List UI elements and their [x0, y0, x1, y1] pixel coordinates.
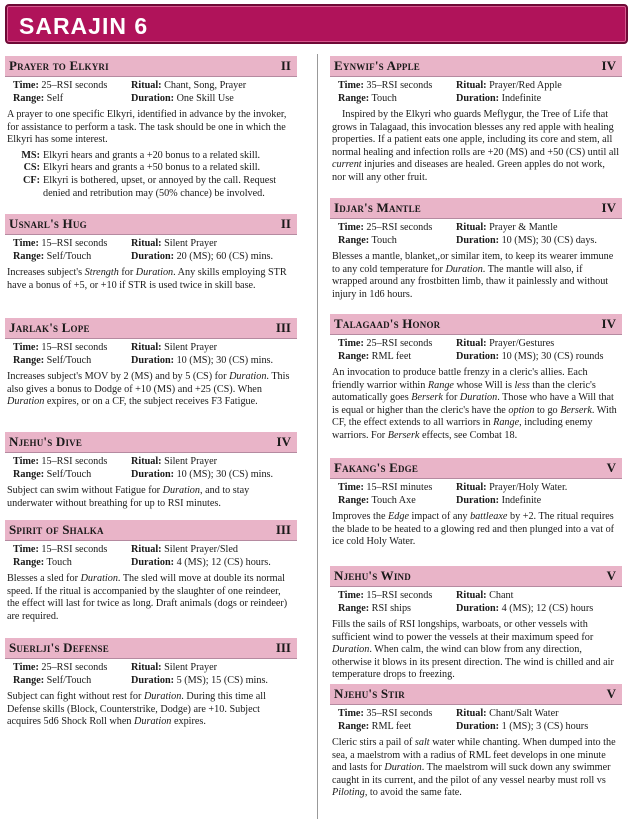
- stat-time: [13, 80, 131, 93]
- spell-header: [330, 314, 622, 335]
- spell-description: Blesses a mantle, blanket,,or similar item, to keep its wearer immune to any cold temperature for Duration. The mantle will also, if wrapped around any frostbitten limb, thaw it painlessly and without injury in 1d6 hours.: [332, 251, 614, 300]
- stat-duration: [131, 675, 301, 688]
- stat-label: Range:: [13, 92, 45, 104]
- spell-header: [5, 56, 297, 77]
- spell-name: Suerlji's Defense: [9, 640, 109, 655]
- spell-block: [5, 432, 297, 510]
- spell-level: IV: [601, 316, 616, 331]
- stat-label: Duration:: [456, 720, 500, 732]
- spell-stats: [330, 77, 622, 105]
- stat-value: 10 (MS); 30 (CS) rounds: [501, 350, 604, 362]
- stat-value: Silent Prayer: [164, 342, 218, 353]
- spell-name: Eynwif's Apple: [334, 58, 421, 73]
- spell-name: Idjar's Mantle: [334, 200, 422, 215]
- stat-value: Self/Touch: [46, 250, 92, 262]
- stat-value: 15–RSI seconds: [41, 544, 108, 555]
- stat-label: Ritual:: [456, 222, 487, 233]
- stat-range: [13, 251, 131, 264]
- stat-time: [338, 80, 456, 93]
- stat-value: Prayer/Holy Water.: [489, 482, 568, 493]
- result-key: CS:: [23, 162, 40, 174]
- stat-duration: [131, 355, 301, 368]
- spell-stats: [330, 219, 622, 247]
- spell-block: [330, 56, 622, 185]
- spell-header: [5, 432, 297, 453]
- stat-label: Ritual:: [456, 338, 487, 349]
- stat-value: 15–RSI minutes: [366, 482, 433, 493]
- spell-header: [5, 638, 297, 659]
- stat-range: [338, 721, 456, 734]
- spell-level: II: [280, 58, 291, 73]
- stat-value: Indefinite: [501, 92, 542, 104]
- stat-range: [13, 675, 131, 688]
- stat-label: Duration:: [131, 250, 175, 262]
- spell-description: Fills the sails of RSI longships, warboats, or other vessels with sufficient wind to power the vessels at their maximum speed for Duration. When calm, the wind can blow from any direction, otherwise it blows in its present direction. The wind is chilled and air temperature drops to freezing.: [332, 619, 614, 681]
- spell-description: Increases subject's MOV by 2 (MS) and by 5 (CS) for Duration. This also gives a bonus to Dodge of +10 (MS) and +25 (CS). When Duration expires, or on a CF, the subject receives F3 Fatigue.: [7, 371, 290, 408]
- spell-level: II: [280, 216, 291, 231]
- spell-block: [5, 638, 297, 729]
- stat-label: Ritual:: [131, 80, 162, 91]
- stat-ritual: [456, 338, 626, 351]
- stat-duration: [456, 351, 626, 364]
- stat-label: Ritual:: [131, 456, 162, 467]
- stat-value: Prayer/Red Apple: [489, 80, 562, 91]
- stat-value: Silent Prayer: [164, 238, 218, 249]
- spell-block: [5, 520, 297, 623]
- stat-value: Self: [46, 92, 64, 104]
- stat-duration: [131, 251, 301, 264]
- stat-value: 10 (MS); 30 (CS) mins.: [176, 354, 274, 366]
- stat-duration: [131, 557, 301, 570]
- stat-value: Chant, Song, Prayer: [164, 80, 247, 91]
- stat-ritual: [131, 238, 301, 251]
- stat-label: Time:: [13, 544, 39, 555]
- stat-label: Duration:: [456, 92, 500, 104]
- spell-level: IV: [601, 200, 616, 215]
- spell-header: [5, 214, 297, 235]
- stat-range: [338, 93, 456, 106]
- result-text: Elkyri hears and grants a +20 bonus to a related skill.: [43, 149, 261, 161]
- stat-time: [13, 456, 131, 469]
- stat-value: RSI ships: [371, 602, 412, 614]
- stat-value: 25–RSI seconds: [41, 662, 108, 673]
- spell-name: Njehu's Dive: [9, 434, 83, 449]
- spell-header: [5, 520, 297, 541]
- spell-block: [330, 684, 622, 800]
- stat-ritual: [456, 80, 626, 93]
- stat-time: [338, 222, 456, 235]
- stat-value: One Skill Use: [176, 92, 234, 104]
- spell-name: Talagaad's Honor: [334, 316, 441, 331]
- stat-value: 10 (MS); 30 (CS) days.: [501, 234, 597, 246]
- spell-header: [330, 56, 622, 77]
- stat-label: Duration:: [131, 92, 175, 104]
- stat-time: [338, 338, 456, 351]
- stat-value: Touch: [371, 234, 397, 246]
- spell-block: [330, 314, 622, 443]
- stat-range: [13, 469, 131, 482]
- page-title: SARAJIN 6: [19, 13, 149, 39]
- stat-label: Time:: [338, 482, 364, 493]
- stat-value: 25–RSI seconds: [366, 222, 433, 233]
- stat-label: Range:: [338, 720, 370, 732]
- stat-value: Indefinite: [501, 494, 542, 506]
- spell-stats: [5, 541, 297, 569]
- stat-value: 15–RSI seconds: [41, 342, 108, 353]
- stat-duration: [456, 495, 626, 508]
- stat-label: Duration:: [456, 494, 500, 506]
- stat-time: [13, 544, 131, 557]
- stat-label: Range:: [13, 354, 45, 366]
- stat-label: Time:: [338, 338, 364, 349]
- stat-label: Ritual:: [131, 544, 162, 555]
- spell-header: [330, 566, 622, 587]
- stat-label: Ritual:: [131, 238, 162, 249]
- spell-results: [5, 147, 297, 200]
- spell-description: Cleric stirs a pail of salt water while chanting. When dumped into the sea, a maelstrom with a radius of RML feet develops in one minute and lasts for Duration. The maelstrom will suck down any swimmer caught in its current, and the pilot of any vessel nearby must roll vs Piloting, to avoid the same fate.: [332, 737, 616, 799]
- stat-value: 20 (MS); 60 (CS) mins.: [176, 250, 274, 262]
- stat-value: Chant: [489, 590, 514, 601]
- column-divider: [317, 54, 318, 819]
- stat-duration: [131, 93, 301, 106]
- stat-time: [13, 662, 131, 675]
- stat-label: Duration:: [131, 674, 175, 686]
- spell-stats: [330, 479, 622, 507]
- stat-value: 35–RSI seconds: [366, 708, 433, 719]
- stat-label: Duration:: [131, 468, 175, 480]
- result-key: MS:: [21, 149, 40, 161]
- result-key: CF:: [23, 174, 40, 186]
- stat-label: Range:: [338, 494, 370, 506]
- spell-stats: [330, 587, 622, 615]
- stat-range: [13, 557, 131, 570]
- stat-ritual: [456, 708, 626, 721]
- stat-value: Prayer/Gestures: [489, 338, 555, 349]
- stat-range: [338, 495, 456, 508]
- spell-name: Fakang's Edge: [334, 460, 419, 475]
- spell-header: [330, 684, 622, 705]
- spell-name: Njehu's Wind: [334, 568, 411, 583]
- spell-stats: [5, 453, 297, 481]
- stat-label: Time:: [338, 80, 364, 91]
- stat-label: Time:: [13, 456, 39, 467]
- stat-label: Ritual:: [456, 482, 487, 493]
- spell-name: Usnarl's Hug: [9, 216, 87, 231]
- stat-value: 35–RSI seconds: [366, 80, 433, 91]
- spell-header: [330, 458, 622, 479]
- spell-level: IV: [276, 434, 291, 449]
- stat-ritual: [131, 80, 301, 93]
- spell-description: Improves the Edge impact of any battleaxe by +2. The ritual requires the blade to be heated to a glowing red and then plunged into a vat of ice cold Holy Water.: [332, 511, 615, 548]
- stat-label: Time:: [338, 222, 364, 233]
- stat-value: Prayer & Mantle: [489, 222, 558, 233]
- stat-value: Silent Prayer: [164, 456, 218, 467]
- stat-value: Silent Prayer/Sled: [164, 544, 238, 555]
- result-text: Elkyri is bothered, upset, or annoyed by the call. Request denied and retribution may (50% chance) be involved.: [43, 174, 277, 199]
- stat-label: Duration:: [131, 556, 175, 568]
- stat-value: 4 (MS); 12 (CS) hours.: [176, 556, 271, 568]
- spell-description: Subject can fight without rest for Duration. During this time all Defense skills (Block, Counterstrike, Dodge) are +10. Subject acquires 5d6 Shock Roll when Duration expires.: [7, 691, 266, 728]
- spell-header: [5, 318, 297, 339]
- spell-level: IV: [601, 58, 616, 73]
- stat-label: Ritual:: [456, 80, 487, 91]
- spell-name: Njehu's Stir: [334, 686, 405, 701]
- stat-duration: [456, 603, 626, 616]
- spell-level: III: [275, 522, 291, 537]
- stat-time: [338, 590, 456, 603]
- stat-value: Chant/Salt Water: [489, 708, 559, 719]
- stat-label: Ritual:: [456, 708, 487, 719]
- spell-level: V: [606, 568, 616, 583]
- stat-label: Range:: [338, 602, 370, 614]
- stat-label: Range:: [338, 350, 370, 362]
- stat-label: Ritual:: [456, 590, 487, 601]
- spell-level: V: [606, 686, 616, 701]
- stat-label: Range:: [13, 674, 45, 686]
- stat-value: 10 (MS); 30 (CS) mins.: [176, 468, 274, 480]
- spell-name: Spirit of Shalka: [9, 522, 104, 537]
- spell-description: Blesses a sled for Duration. The sled will move at double its normal speed. If the ritual is accompanied by the slaughter of one reindeer, the effect will last for twice as long. Draft animals (dogs or reindeer) are required.: [7, 573, 288, 622]
- stat-label: Time:: [13, 342, 39, 353]
- stat-value: Touch: [371, 92, 397, 104]
- stat-value: 4 (MS); 12 (CS) hours: [501, 602, 594, 614]
- stat-label: Range:: [338, 234, 370, 246]
- stat-label: Time:: [338, 708, 364, 719]
- spell-stats: [5, 339, 297, 367]
- spell-stats: [5, 77, 297, 105]
- stat-duration: [456, 93, 626, 106]
- stat-value: RML feet: [371, 720, 412, 732]
- stat-range: [13, 355, 131, 368]
- spell-description: Subject can swim without Fatigue for Duration, and to stay underwater without breathing for up to RSI minutes.: [7, 485, 250, 509]
- page-title-banner: [5, 4, 628, 44]
- stat-ritual: [131, 544, 301, 557]
- spell-block: [5, 318, 297, 409]
- stat-value: 5 (MS); 15 (CS) mins.: [176, 674, 268, 686]
- stat-time: [13, 238, 131, 251]
- stat-label: Time:: [13, 238, 39, 249]
- spell-description: Increases subject's Strength for Duration. Any skills employing STR have a bonus of +5, or +10 if STR is used twice in skill base.: [7, 267, 287, 291]
- spell-block: [330, 458, 622, 549]
- stat-ritual: [456, 482, 626, 495]
- result-row: [19, 162, 297, 175]
- stat-range: [338, 603, 456, 616]
- stat-value: RML feet: [371, 350, 412, 362]
- stat-label: Time:: [338, 590, 364, 601]
- stat-label: Time:: [13, 80, 39, 91]
- stat-value: Self/Touch: [46, 674, 92, 686]
- spell-description: Inspired by the Elkyri who guards Meflygur, the Tree of Life that grows in Talagaad, this invocation blesses any red apple with healing properties. If a patient eats one apple, including its core and stem, all normal healing and infection rolls are +20 (MS) and +50 (CS) until all current injuries and diseases are healed. Green apples do not work, nor will any other fruit.: [332, 109, 620, 183]
- spell-block: [5, 214, 297, 292]
- spell-level: V: [606, 460, 616, 475]
- stat-ritual: [131, 662, 301, 675]
- stat-value: 15–RSI seconds: [366, 590, 433, 601]
- stat-label: Duration:: [456, 234, 500, 246]
- stat-value: Self/Touch: [46, 468, 92, 480]
- stat-range: [13, 93, 131, 106]
- stat-ritual: [131, 456, 301, 469]
- spell-stats: [5, 659, 297, 687]
- spell-stats: [5, 235, 297, 263]
- spell-stats: [330, 335, 622, 363]
- result-text: Elkyri hears and grants a +50 bonus to a related skill.: [43, 162, 261, 174]
- spell-name: Prayer to Elkyri: [9, 58, 109, 73]
- stat-label: Range:: [13, 250, 45, 262]
- stat-value: 25–RSI seconds: [41, 80, 108, 91]
- stat-label: Duration:: [131, 354, 175, 366]
- stat-label: Ritual:: [131, 342, 162, 353]
- stat-time: [13, 342, 131, 355]
- spell-block: [330, 198, 622, 301]
- result-row: [19, 150, 297, 163]
- stat-value: Touch: [46, 556, 72, 568]
- stat-label: Range:: [13, 556, 45, 568]
- stat-label: Range:: [13, 468, 45, 480]
- stat-value: 15–RSI seconds: [41, 456, 108, 467]
- stat-time: [338, 482, 456, 495]
- stat-value: Touch Axe: [371, 494, 416, 506]
- spell-block: [5, 56, 297, 200]
- stat-label: Duration:: [456, 602, 500, 614]
- stat-value: Self/Touch: [46, 354, 92, 366]
- stat-value: Silent Prayer: [164, 662, 218, 673]
- spell-description: A prayer to one specific Elkyri, identified in advance by the invoker, for assistance to perform a task. The task should be one in which the Elkyri has some interest.: [7, 109, 287, 146]
- spell-name: Jarlak's Lope: [9, 320, 90, 335]
- spell-stats: [330, 705, 622, 733]
- stat-value: 1 (MS); 3 (CS) hours: [501, 720, 589, 732]
- stat-range: [338, 351, 456, 364]
- stat-duration: [456, 721, 626, 734]
- spell-description: An invocation to produce battle frenzy in a cleric's allies. Each friendly warrior within Range whose Will is less than the cleric's automatically goes Berserk for Duration. Those who have a Will that is equal or higher than the cleric's have the option to go Berserk. With CF, the effect extends to all warriors in Range, including enemy warriors. For Berserk effects, see Combat 18.: [332, 367, 617, 441]
- stat-value: 25–RSI seconds: [366, 338, 433, 349]
- stat-label: Time:: [13, 662, 39, 673]
- stat-range: [338, 235, 456, 248]
- stat-ritual: [456, 590, 626, 603]
- spell-block: [330, 566, 622, 682]
- stat-ritual: [456, 222, 626, 235]
- stat-duration: [131, 469, 301, 482]
- stat-label: Range:: [338, 92, 370, 104]
- stat-duration: [456, 235, 626, 248]
- spell-header: [330, 198, 622, 219]
- spell-level: III: [275, 320, 291, 335]
- stat-label: Ritual:: [131, 662, 162, 673]
- result-row: [19, 175, 297, 200]
- stat-time: [338, 708, 456, 721]
- spell-level: III: [275, 640, 291, 655]
- stat-label: Duration:: [456, 350, 500, 362]
- stat-value: 15–RSI seconds: [41, 238, 108, 249]
- stat-ritual: [131, 342, 301, 355]
